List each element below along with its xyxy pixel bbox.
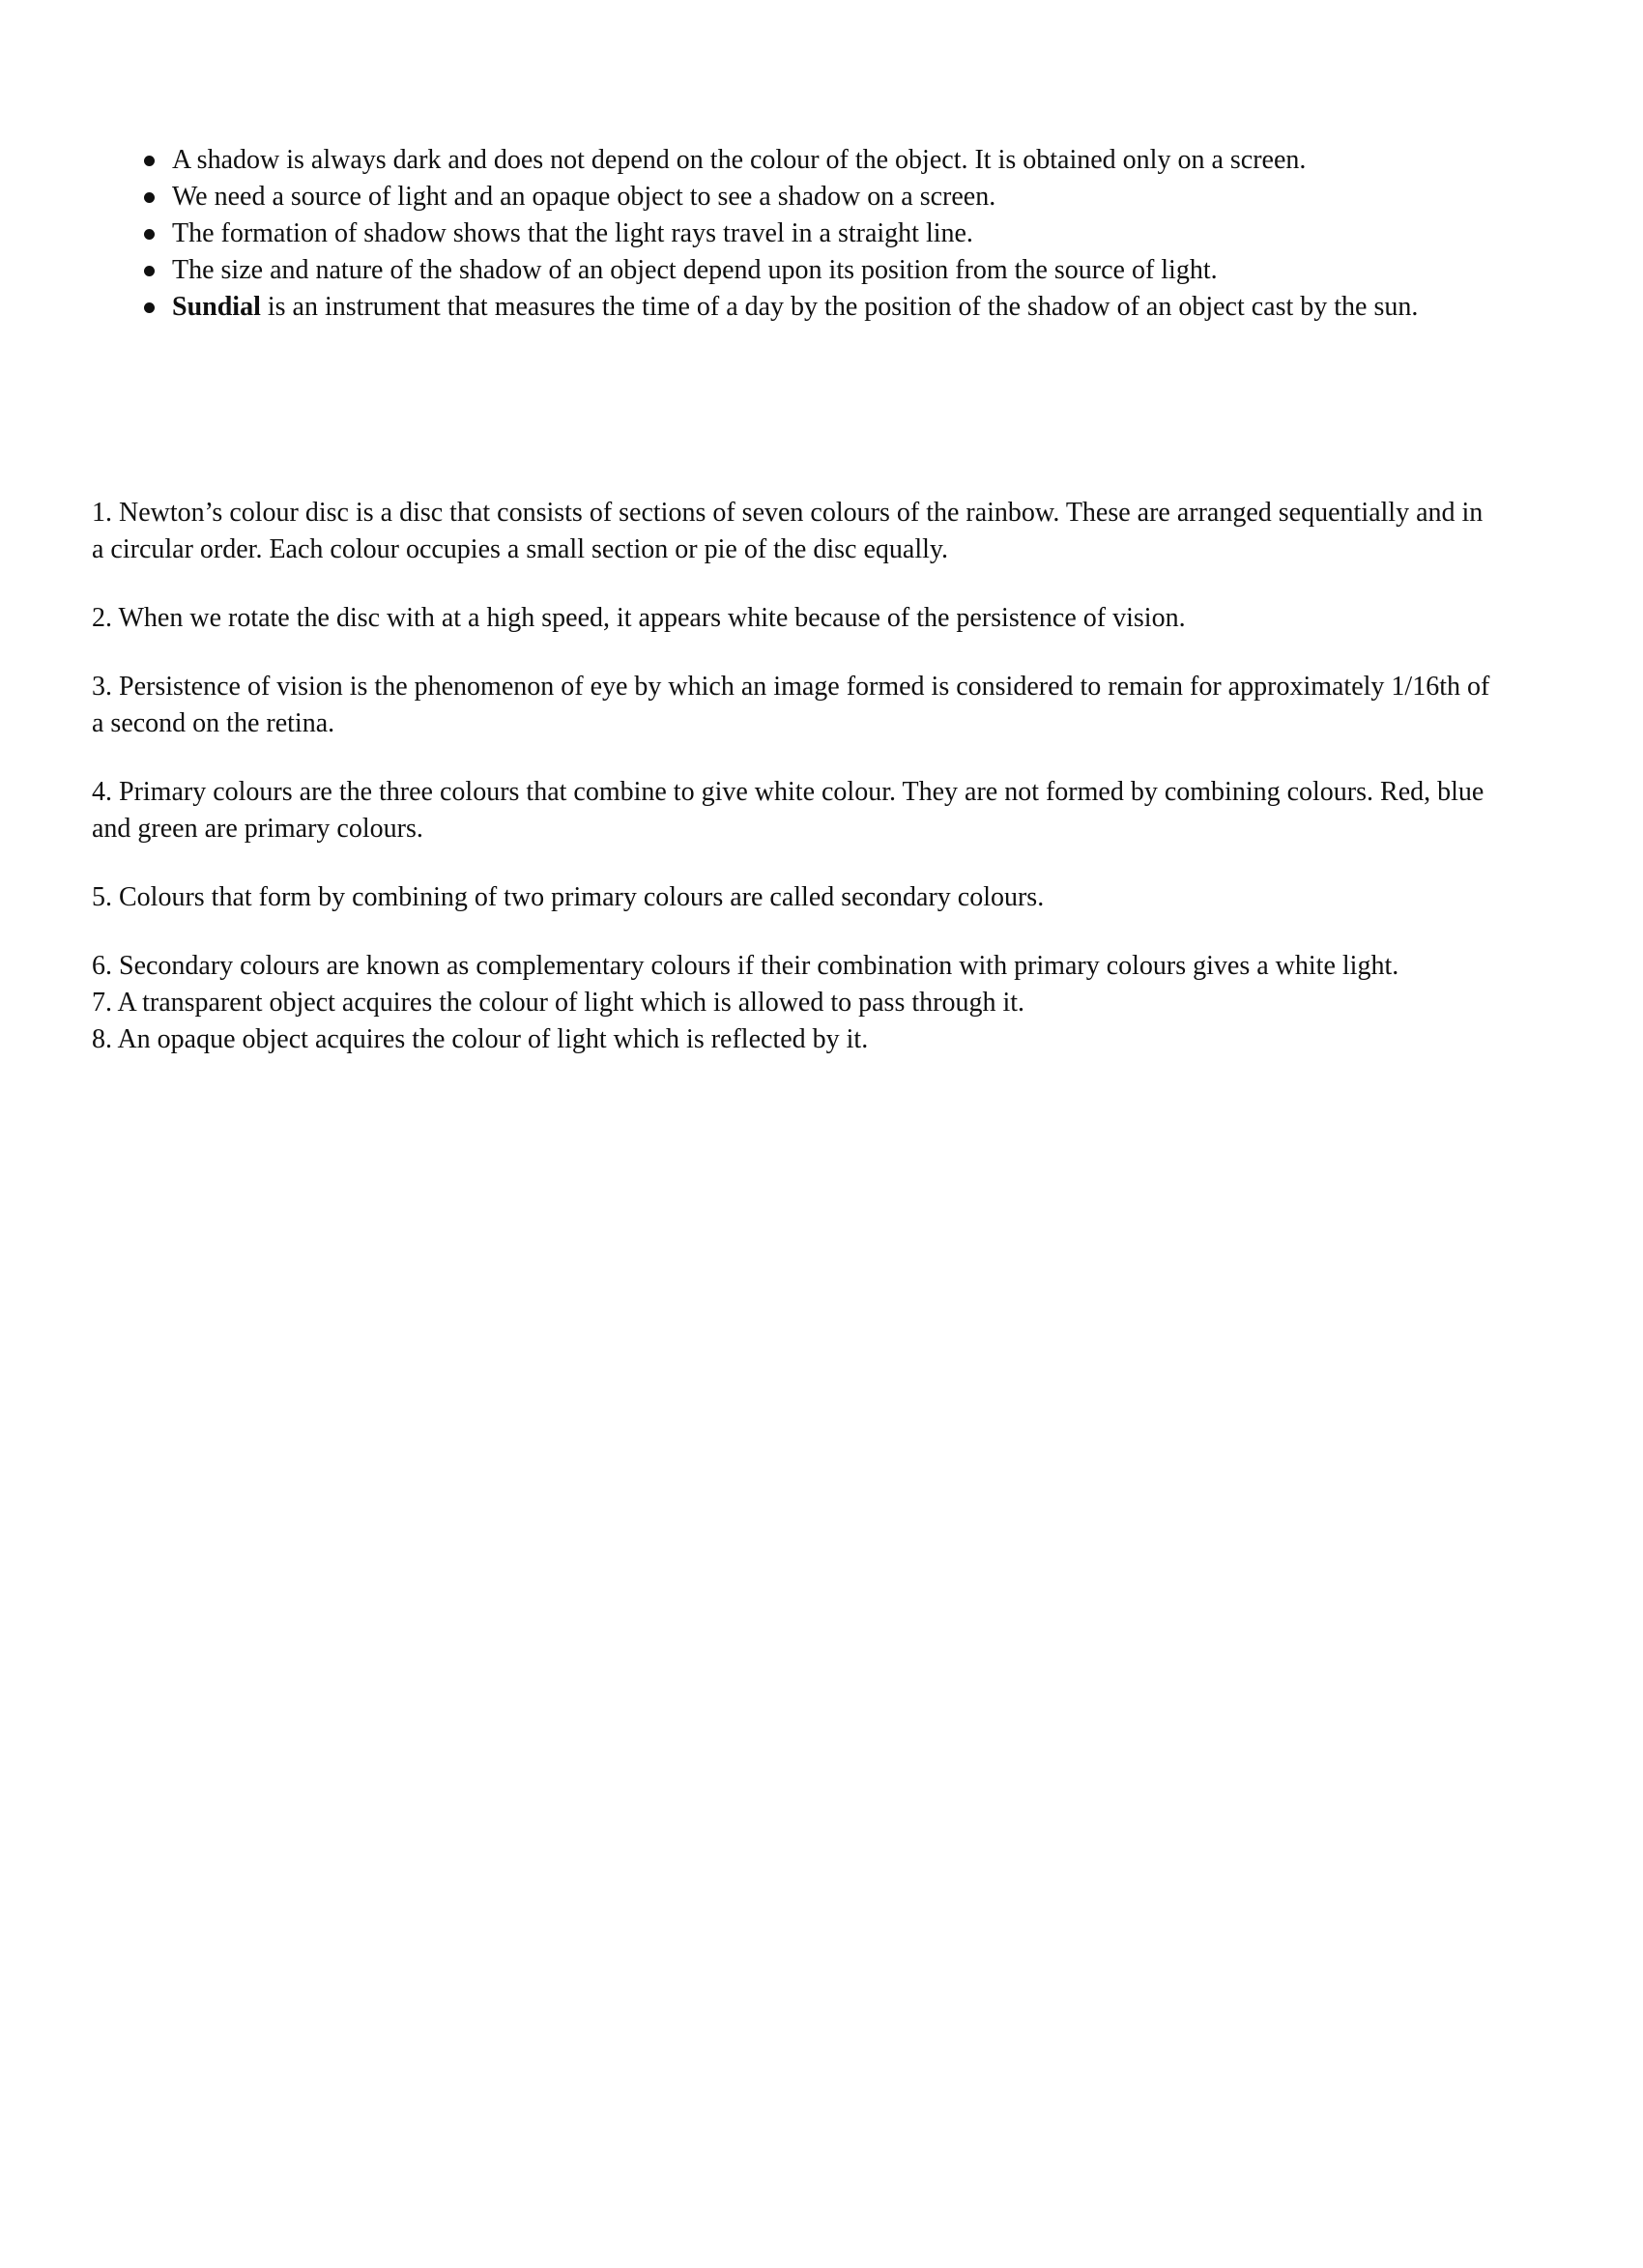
bullet-item-text (172, 218, 973, 248)
bullet-item-body: The formation of shadow shows that the light rays travel in a straight line. (172, 218, 973, 248)
bullet-dot-icon (144, 266, 155, 276)
note-paragraph: 4. Primary colours are the three colours that combine to give white colour. They are not formed by combining colours. Red, blue and green are primary colours. (92, 777, 1484, 844)
bullet-item-body: is an instrument that measures the time of a day by the position of the shadow of an object cast by the sun. (260, 292, 1419, 322)
colour-notes-numbered-list (92, 495, 1493, 1058)
bullet-dot-icon (144, 229, 155, 240)
bullet-item-body: A shadow is always dark and does not depend on the colour of the object. It is obtained only on a screen. (172, 145, 1307, 175)
bullet-item-bold-lead: Sundial (172, 292, 261, 322)
note-paragraph: 1. Newton’s colour disc is a disc that consists of sections of seven colours of the rainbow. These are arranged sequentially and in a circular order. Each colour occupies a small section or pie of the disc equally. (92, 498, 1484, 564)
bullet-item-text (172, 255, 1218, 285)
bullet-item (143, 179, 1513, 215)
bullet-item-text (172, 182, 995, 212)
bullet-item-body: The size and nature of the shadow of an object depend upon its position from the source of light. (172, 255, 1218, 285)
bullet-item (143, 215, 1513, 252)
bullet-item (143, 142, 1513, 179)
note-paragraph: 8. An opaque object acquires the colour of light which is reflected by it. (92, 1024, 869, 1054)
bullet-item-text (172, 145, 1306, 175)
note-paragraph: 2. When we rotate the disc with at a high speed, it appears white because of the persistence of vision. (92, 603, 1186, 633)
note-paragraph: 3. Persistence of vision is the phenomenon of eye by which an image formed is considered to remain for approximately 1/16th of a second on the retina. (92, 672, 1490, 738)
bullet-item-text (172, 292, 1418, 322)
bullet-item (143, 252, 1513, 289)
bullet-dot-icon (144, 192, 155, 203)
document-page (0, 142, 1643, 2268)
note-paragraph: 5. Colours that form by combining of two primary colours are called secondary colours. (92, 882, 1045, 912)
bullet-item-body: We need a source of light and an opaque object to see a shadow on a screen. (172, 182, 996, 212)
bullet-dot-icon (144, 156, 155, 166)
bullet-dot-icon (144, 302, 155, 313)
note-paragraph: 6. Secondary colours are known as complementary colours if their combination with primary colours gives a white light. (92, 951, 1399, 981)
bullet-item (143, 289, 1513, 326)
shadow-notes-bullet-list (143, 142, 1513, 326)
note-paragraph: 7. A transparent object acquires the colour of light which is allowed to pass through it. (92, 988, 1025, 1018)
